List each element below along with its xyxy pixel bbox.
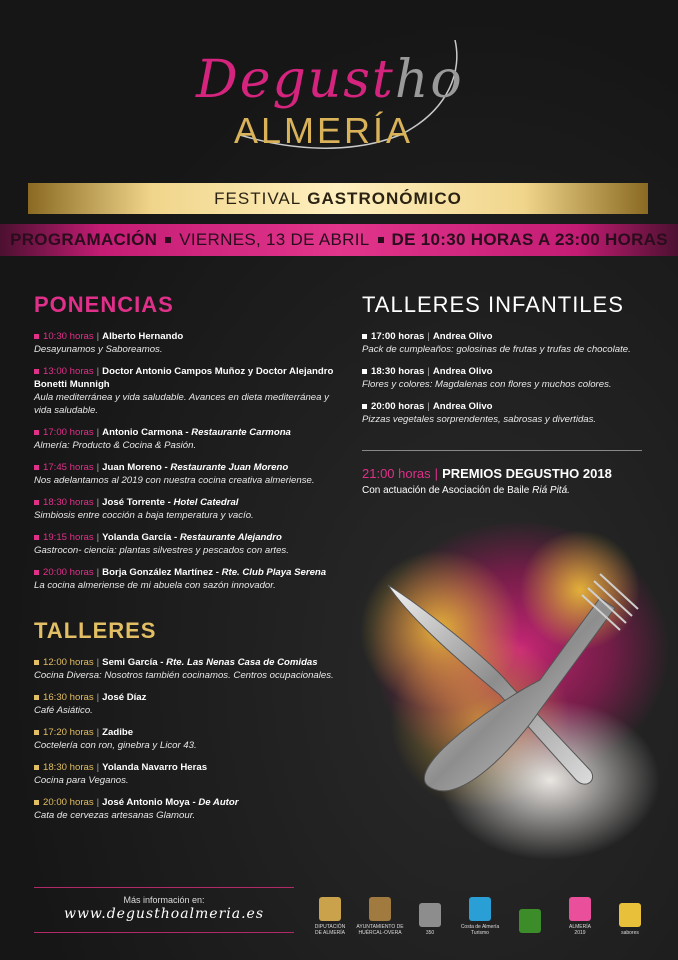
- entry-description: Desayunamos y Saboreamos.: [34, 344, 163, 355]
- entry-name: Juan Moreno: [102, 462, 162, 473]
- list-item: [362, 400, 652, 426]
- entry-time: 19:15 horas: [43, 532, 94, 543]
- bullet-square-icon: [34, 465, 39, 470]
- list-item: [34, 761, 334, 787]
- entry-name: Zadibe: [102, 727, 134, 738]
- entry-name: Yolanda Navarro Heras: [102, 762, 208, 773]
- entry-separator: |: [96, 366, 100, 377]
- bullet-square-icon: [34, 695, 39, 700]
- list-item: [34, 691, 334, 717]
- list-item: [34, 365, 334, 417]
- sponsor-mark-icon: [319, 897, 341, 921]
- talleres-title: TALLERES: [34, 618, 157, 643]
- premios-note: Con actuación de Asociación de Baile Riá Pitá.: [362, 485, 570, 496]
- entry-name: Andrea Olivo: [432, 401, 493, 412]
- entry-separator: |: [427, 331, 430, 342]
- entry-name: Yolanda García: [102, 532, 172, 543]
- bullet-square-icon: [362, 404, 367, 409]
- more-info-label: Más información en:: [123, 895, 205, 905]
- entry-description: Café Asiático.: [34, 705, 93, 716]
- entry-heading: [34, 531, 334, 544]
- entry-separator: |: [96, 427, 100, 438]
- list-item: [34, 566, 334, 592]
- entry-time: 13:00 horas: [43, 366, 94, 377]
- bullet-square-icon: [34, 730, 39, 735]
- entry-separator: |: [96, 727, 100, 738]
- entry-description: Cocina para Veganos.: [34, 775, 129, 786]
- entry-venue: De Autor: [198, 797, 239, 808]
- bullet-square-icon: [34, 334, 39, 339]
- entry-separator: |: [427, 401, 430, 412]
- sponsor-logo: [610, 888, 650, 936]
- entry-venue: Restaurante Carmona: [191, 427, 291, 438]
- bullet-square-icon: [362, 334, 367, 339]
- entry-separator: |: [96, 762, 100, 773]
- entry-separator: |: [96, 532, 100, 543]
- entry-heading: [34, 566, 334, 579]
- list-item: [34, 796, 334, 822]
- programacion-date: VIERNES, 13 DE ABRIL: [179, 230, 370, 249]
- entry-heading: [362, 365, 652, 378]
- bullet-square-icon: [362, 369, 367, 374]
- list-item: [34, 461, 334, 487]
- sponsor-mark-icon: [419, 903, 441, 927]
- festival-highlight: GASTRONÓMICO: [307, 188, 462, 208]
- sponsor-logo: [510, 888, 550, 936]
- premios-line: [362, 466, 662, 481]
- entry-description: Nos adelantamos al 2019 con nuestra cocina creativa almeriense.: [34, 475, 315, 486]
- sponsor-text: Costa de Almería Turismo: [460, 924, 500, 936]
- bullet-square-icon: [34, 765, 39, 770]
- divider: [362, 450, 642, 451]
- sponsor-logo: [356, 888, 404, 936]
- premios-time: 21:00 horas: [362, 466, 431, 481]
- logo: [0, 40, 678, 165]
- programacion-band: [0, 224, 678, 256]
- bullet-square-icon: [34, 369, 39, 374]
- entry-name: José Antonio Moya: [102, 797, 190, 808]
- entry-heading: [34, 656, 334, 669]
- sponsor-mark-icon: [619, 903, 641, 927]
- entry-dash: -: [182, 427, 192, 438]
- entry-heading: [34, 461, 334, 474]
- sponsor-logos: [310, 888, 670, 938]
- sponsor-mark-icon: [369, 897, 391, 921]
- ponencias-list: [34, 330, 334, 592]
- entry-time: 20:00 horas: [43, 797, 94, 808]
- entry-venue: Restaurante Alejandro: [179, 532, 282, 543]
- ponencias-title: PONENCIAS: [34, 292, 174, 317]
- entry-description: La cocina almeriense de mi abuela con sazón innovador.: [34, 580, 276, 591]
- entry-description: Coctelería con ron, ginebra y Licor 43.: [34, 740, 197, 751]
- talleres-list: [34, 656, 334, 822]
- entry-time: 17:45 horas: [43, 462, 94, 473]
- footer-rule-top: [34, 887, 294, 888]
- entry-separator: |: [96, 462, 100, 473]
- sponsor-text: DIPUTACIÓN DE ALMERÍA: [314, 924, 346, 936]
- entry-separator: |: [96, 497, 100, 508]
- bullet-square-icon: [34, 800, 39, 805]
- entry-time: 16:30 horas: [43, 692, 94, 703]
- sponsor-logo: [310, 888, 350, 936]
- entry-heading: [34, 496, 334, 509]
- list-item: [362, 330, 652, 356]
- bullet-square-icon: [34, 430, 39, 435]
- entry-dash: -: [164, 497, 174, 508]
- bullet-square-icon: [34, 570, 39, 575]
- entry-venue: Restaurante Juan Moreno: [170, 462, 289, 473]
- entry-separator: |: [96, 797, 100, 808]
- entry-time: 10:30 horas: [43, 331, 94, 342]
- entry-name: Antonio Carmona: [102, 427, 183, 438]
- entry-description: Pizzas vegetales sorprendentes, sabrosas y divertidas.: [362, 414, 597, 425]
- entry-description: Aula mediterránea y vida saludable. Avances en dieta mediterránea y vida saludable.: [34, 392, 329, 416]
- sponsor-text: AYUNTAMIENTO DE HUÉRCAL-OVERA: [356, 924, 404, 936]
- right-column: [362, 292, 652, 435]
- entry-description: Flores y colores: Magdalenas con flores y muchos colores.: [362, 379, 612, 390]
- premios-name: PREMIOS DEGUSTHO 2018: [442, 466, 612, 481]
- sponsor-text: 350: [425, 930, 435, 936]
- entry-name: Doctor Antonio Campos Muñoz y Doctor Alejandro Bonetti Munnigh: [34, 366, 334, 390]
- list-item: [34, 656, 334, 682]
- entry-separator: |: [96, 567, 100, 578]
- sponsor-logo: [460, 888, 500, 936]
- sponsor-mark-icon: [569, 897, 591, 921]
- bullet-square-icon: [34, 660, 39, 665]
- entry-heading: [362, 400, 652, 413]
- footer-rule-bottom: [34, 932, 294, 933]
- entry-separator: |: [427, 366, 430, 377]
- talleres-infantiles-list: [362, 330, 652, 426]
- entry-time: 20:00 horas: [371, 401, 425, 412]
- sponsor-text: sabores: [621, 930, 639, 936]
- entry-venue: Rte. Club Playa Serena: [221, 567, 327, 578]
- talleres-infantiles-title: TALLERES INFANTILES: [362, 292, 624, 317]
- entry-name: José Torrente: [102, 497, 165, 508]
- entry-heading: [34, 691, 334, 704]
- entry-venue: Hotel Catedral: [173, 497, 239, 508]
- entry-description: Almería: Producto & Cocina & Pasión.: [34, 440, 197, 451]
- sponsor-logo: [560, 888, 600, 936]
- logo-script: Degustho: [196, 50, 464, 110]
- entry-description: Cata de cervezas artesanas Glamour.: [34, 810, 196, 821]
- entry-separator: |: [96, 331, 100, 342]
- entry-heading: [34, 330, 334, 343]
- programacion-label: PROGRAMACIÓN: [10, 230, 158, 249]
- sponsor-logo: [410, 888, 450, 936]
- entry-dash: -: [161, 462, 171, 473]
- entry-dash: -: [189, 797, 199, 808]
- entry-dash: -: [213, 567, 222, 578]
- entry-time: 18:30 horas: [43, 497, 94, 508]
- entry-heading: [34, 796, 334, 809]
- list-item: [34, 330, 334, 356]
- sponsor-text: ALMERÍA 2019: [569, 924, 591, 936]
- entry-description: Pack de cumpleaños: golosinas de frutas y trufas de chocolate.: [362, 344, 631, 355]
- entry-name: Borja González Martínez: [102, 567, 214, 578]
- sponsor-mark-icon: [519, 909, 541, 933]
- list-item: [34, 531, 334, 557]
- entry-time: 12:00 horas: [43, 657, 94, 668]
- list-item: [34, 726, 334, 752]
- entry-time: 17:00 horas: [43, 427, 94, 438]
- list-item: [34, 426, 334, 452]
- list-item: [362, 365, 652, 391]
- entry-dash: -: [171, 532, 180, 543]
- entry-description: Gastrocon- ciencia: plantas silvestres y pescados con artes.: [34, 545, 289, 556]
- entry-name: Alberto Hernando: [102, 331, 184, 342]
- entry-venue: Rte. Las Nenas Casa de Comidas: [166, 657, 318, 668]
- programacion-hours: DE 10:30 HORAS A 23:00 HORAS: [391, 230, 668, 249]
- premios-separator: |: [434, 466, 439, 481]
- entry-time: 17:20 horas: [43, 727, 94, 738]
- entry-heading: [34, 365, 334, 391]
- knife-fork-illustration: [330, 480, 678, 860]
- entry-time: 20:00 horas: [43, 567, 94, 578]
- bullet-square-icon: [34, 535, 39, 540]
- entry-separator: |: [96, 657, 100, 668]
- list-item: [34, 496, 334, 522]
- entry-name: Semi García: [102, 657, 158, 668]
- festival-band: [28, 183, 648, 214]
- entry-time: 17:00 horas: [371, 331, 425, 342]
- entry-name: Andrea Olivo: [432, 366, 493, 377]
- separator-square-icon: [165, 237, 171, 243]
- entry-time: 18:30 horas: [371, 366, 425, 377]
- website-link[interactable]: www.degusthoalmeria.es: [63, 906, 265, 922]
- entry-heading: [34, 426, 334, 439]
- entry-separator: |: [96, 692, 100, 703]
- sponsor-mark-icon: [469, 897, 491, 921]
- left-column: [34, 292, 334, 831]
- entry-description: Simbiosis entre cocción a baja temperatura y vacío.: [34, 510, 254, 521]
- separator-square-icon: [378, 237, 384, 243]
- festival-prefix: FESTIVAL: [214, 188, 302, 208]
- entry-name: Andrea Olivo: [432, 331, 493, 342]
- entry-description: Cocina Diversa: Nosotros también cocinamos. Centros ocupacionales.: [34, 670, 334, 681]
- entry-time: 18:30 horas: [43, 762, 94, 773]
- entry-heading: [362, 330, 652, 343]
- entry-heading: [34, 761, 334, 774]
- bullet-square-icon: [34, 500, 39, 505]
- entry-heading: [34, 726, 334, 739]
- entry-dash: -: [157, 657, 167, 668]
- entry-name: José Díaz: [102, 692, 147, 703]
- logo-city: ALMERÍA: [234, 110, 414, 151]
